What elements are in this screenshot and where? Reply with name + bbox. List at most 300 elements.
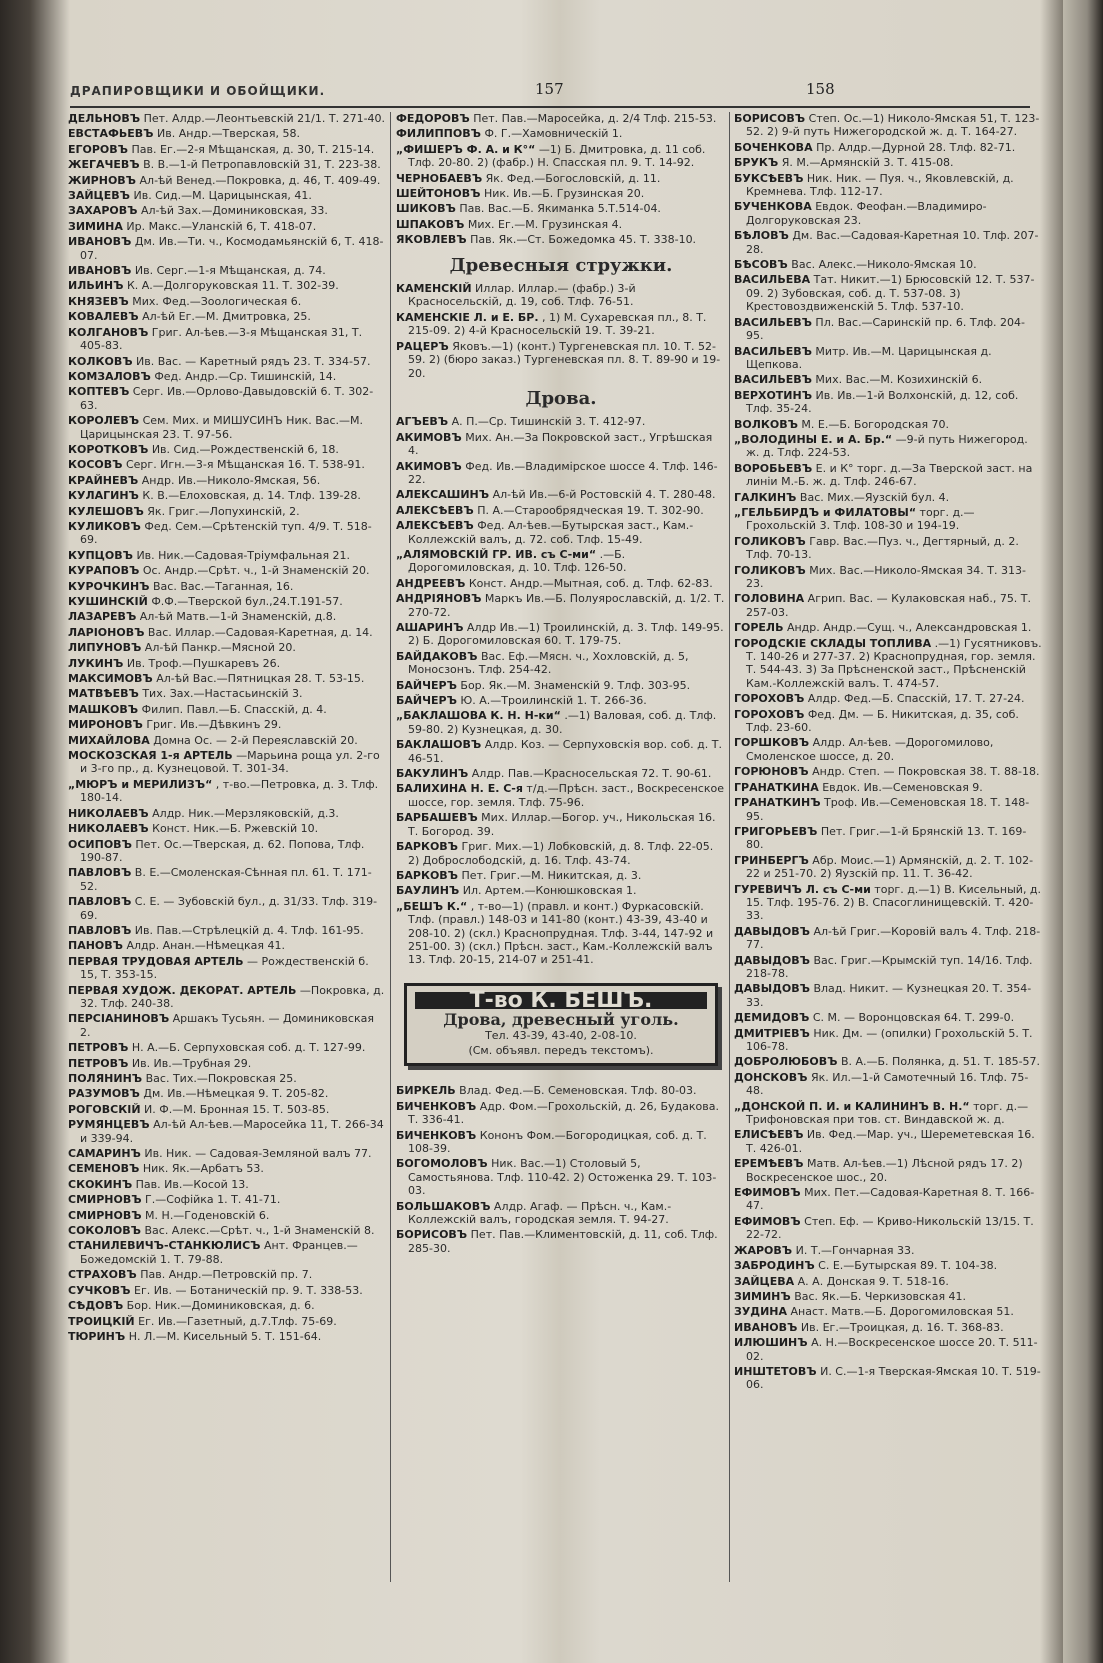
entry-details: Вас. Тих.—Покровская 25. (142, 1072, 297, 1085)
entry-name: ДМИТРІЕВЪ (734, 1026, 810, 1040)
entry-details: Мих. Иллар.—Богор. уч., Никольская 16. Т. Богород. 39. (408, 811, 716, 838)
directory-entry (68, 489, 386, 502)
ad-phones: Тел. 43-39, 43-40, 2-08-10. (485, 1028, 637, 1042)
directory-entry (396, 621, 726, 648)
entry-details: —1) Б. Дмитровка, д. 11 соб. Тлф. 20-80. 2) (фабр.) Н. Спасская пл. 9. Т. 14-92. (408, 142, 706, 170)
entry-name: ГОРЕЛЬ (734, 621, 784, 635)
entry-details: Андр. Степ. — Покровская 38. Т. 88-18. (808, 765, 1040, 779)
directory-entry (68, 939, 386, 952)
entry-name: ВАСИЛЬЕВЪ (734, 373, 812, 387)
directory-entry (68, 474, 386, 487)
entry-details: Алдр. Ал-ѣев. —Дорогомилово, Смоленское шоссе, д. 20. (746, 736, 994, 763)
entry-name: МАШКОВЪ (68, 702, 139, 716)
entry-name: ГОЛИКОВЪ (734, 534, 806, 548)
directory-entry (396, 143, 726, 170)
directory-entry (396, 431, 726, 458)
entry-details: Троф. Ив.—Семеновская 18. Т. 148-95. (746, 796, 1030, 823)
entry-details: Гавр. Вас.—Пуз. ч., Дегтярный, д. 2. Тлф. 70-13. (746, 534, 1019, 562)
entry-details: Тих. Зах.—Настасьинскій 3. (138, 687, 303, 701)
entry-name: ЖИРНОВЪ (68, 173, 137, 187)
entry-details: Мих. Вас.—Николо-Ямская 34. Т. 313-23. (746, 563, 1026, 590)
entry-name: ЗАЙЦЕВА (734, 1274, 795, 1288)
entry-name: ЗАЙЦЕВЪ (68, 189, 130, 203)
entry-details: т/д.—Прѣсн. заст., Воскресенское шоссе, гор. земля. Тлф. 75-96. (408, 782, 724, 809)
directory-entry (734, 796, 1042, 823)
entry-name: ВОРОБЬЕВЪ (734, 461, 813, 475)
entry-name: ЧЕРНОБАЕВЪ (396, 171, 483, 185)
entry-details: Евдок. Ив.—Семеновская 9. (818, 780, 983, 794)
entry-name: МОСКОЗСКАЯ 1-я АРТЕЛЬ (68, 749, 233, 763)
directory-entry (396, 1228, 726, 1255)
entry-details: Иллар. Иллар.— (фабр.) 3-й Красносельскій, д. 19, соб. Тлф. 76-51. (408, 282, 636, 309)
directory-entry (396, 577, 726, 590)
entry-details: .—1) Гусятниковъ. Т. 140-26 и 277-37. 2) Краснопрудная, гор. земля. Т. 544-43. 3) За Прѣсненской заст., Прѣсненскій Кам.-Коллежскій валъ. Т. 474-57. (746, 636, 1042, 690)
directory-entry (68, 174, 386, 187)
entry-name: ГОРОХОВЪ (734, 692, 805, 706)
entry-details: Аршакъ Тусьян. — Доминиковская 2. (80, 1012, 374, 1039)
directory-entry (68, 749, 386, 776)
entry-details: Вас. Як.—Б. Черкизовская 41. (790, 1289, 967, 1303)
directory-entry (396, 1084, 726, 1097)
entry-name: МАТВѢЕВЪ (68, 687, 139, 701)
entry-name: МАКСИМОВЪ (68, 672, 153, 686)
directory-entry (68, 924, 386, 937)
directory-entry (396, 709, 726, 736)
entry-name: КАМЕНСКІЙ (396, 282, 472, 296)
entry-name: КУПЦОВЪ (68, 548, 133, 562)
directory-entry (734, 854, 1042, 881)
entry-name: БАКЛАШОВЪ (396, 738, 482, 752)
directory-entry (68, 1041, 386, 1054)
entry-name: АНДРІЯНОВЪ (396, 592, 482, 606)
entry-details: Ник. Ив.—Б. Грузинская 20. (480, 187, 645, 201)
directory-entry (734, 1027, 1042, 1054)
directory-entry (68, 158, 386, 171)
entry-name: ИВАНОВЪ (734, 1320, 798, 1334)
directory-entry (734, 1244, 1042, 1257)
entry-details: , т-во.—Петровка, д. 3. Тлф. 180-14. (80, 777, 379, 805)
directory-entry (68, 955, 386, 982)
entry-name: ЛИПУНОВЪ (68, 641, 142, 655)
directory-entry (396, 340, 726, 380)
directory-entry (734, 1321, 1042, 1334)
entry-name: РОГОВСКІЙ (68, 1102, 141, 1116)
entry-details: Григ. Мих.—1) Лобковскій, д. 8. Тлф. 22-05. 2) Доброслободскій, д. 16. Тлф. 43-74. (408, 840, 714, 867)
directory-entry (396, 282, 726, 309)
directory-entry (68, 127, 386, 140)
entry-details: К. А.—Долгоруковская 11. Т. 302-39. (123, 279, 339, 293)
entry-details: Вас. Еф.—Мясн. ч., Хохловскій, д. 5, Моносзонъ. Тлф. 254-42. (408, 649, 689, 677)
entry-details: Ег. Ив. — Ботаническій пр. 9. Т. 338-53. (130, 1283, 363, 1297)
entry-details: И. Ф.—М. Бронная 15. Т. 503-85. (140, 1102, 330, 1116)
entry-name: ИЛЮШИНЪ (734, 1336, 808, 1350)
entry-details: Ив. Вас. — Каретный рядъ 23. Т. 334-57. (132, 354, 371, 368)
directory-entry (396, 460, 726, 487)
directory-entry (396, 1129, 726, 1156)
directory-entry (68, 1193, 386, 1206)
entry-details: —9-й путь Нижегород. ж. д. Тлф. 224-53. (746, 432, 1028, 460)
entry-name: КОЛГАНОВЪ (68, 325, 149, 339)
directory-entry (68, 984, 386, 1011)
entry-details: П. А.—Старообрядческая 19. Т. 302-90. (473, 503, 704, 517)
entry-details: Мих. Фед.—Зоологическая 6. (128, 294, 302, 308)
directory-entry (396, 202, 726, 215)
directory-entry (396, 811, 726, 838)
entry-name: БѢЛОВЪ (734, 229, 789, 243)
entry-details: Агрип. Вас. — Кулаковская наб., 75. Т. 257-03. (746, 592, 1032, 619)
directory-entry (68, 112, 386, 125)
directory-entry (734, 1128, 1042, 1155)
entry-details: Пет. Пав.—Климентовскій, д. 11, соб. Тлф. 285-30. (408, 1228, 718, 1255)
entry-details: Як. Григ.—Лопухинскій, 2. (143, 504, 300, 518)
directory-entry (396, 488, 726, 501)
directory-entry (734, 112, 1042, 139)
entry-details: Ив. Ник.—Садовая-Тріумфальная 21. (132, 548, 351, 562)
directory-entry (68, 1057, 386, 1070)
entry-name: ЛАЗАРЕВЪ (68, 610, 137, 624)
entry-details: С. Е.—Бутырская 89. Т. 104-38. (814, 1259, 998, 1273)
entry-name: ЖАРОВЪ (734, 1243, 793, 1257)
entry-details: Ник. Ник. — Пуя. ч., Яковлевскій, д. Кремнева. Тлф. 112-17. (746, 171, 1014, 199)
directory-entry (734, 506, 1042, 533)
entry-name: ИВАНОВЪ (68, 235, 132, 249)
entry-name: КУЛИКОВЪ (68, 519, 141, 533)
entry-details: С. Е. — Зубовскій бул., д. 31/33. Тлф. 319-69. (80, 895, 378, 922)
entry-name: КНЯЗЕВЪ (68, 294, 129, 308)
directory-entry (396, 519, 726, 546)
entry-details: Влад. Фед.—Б. Семеновская. Тлф. 80-03. (455, 1084, 697, 1098)
entry-name: БАУЛИНЪ (396, 884, 460, 898)
next-page-edge (1063, 0, 1103, 1663)
entry-name: БАЙДАКОВЪ (396, 649, 478, 663)
entry-details: Ал-ѣй Зах.—Доминиковская, 33. (137, 204, 328, 218)
entry-details: Пет. Алдр.—Леонтьевскій 21/1. Т. 271-40. (140, 112, 386, 125)
directory-entry (734, 491, 1042, 504)
entry-details: Абр. Моис.—1) Армянскій, д. 2. Т. 102-22 и 251-70. 2) Яузскій пр. 11. Т. 36-42. (746, 853, 1034, 881)
entry-name: ВЕРХОТИНЪ (734, 388, 813, 402)
entry-details: Митр. Ив.—М. Царицынская д. Щепкова. (746, 344, 992, 371)
entry-name: ГРИНБЕРГЪ (734, 853, 809, 867)
directory-entry (68, 220, 386, 233)
directory-entry (396, 694, 726, 707)
entry-details: Степ. Еф. — Криво-Никольскій 13/15. Т. 22-72. (746, 1214, 1034, 1242)
entry-name: ФЕДОРОВЪ (396, 112, 470, 125)
directory-entry (68, 1162, 386, 1175)
directory-entry (68, 1330, 386, 1343)
directory-entry (68, 264, 386, 277)
entry-details: Степ. Ос.—1) Николо-Ямская 51, Т. 123-52. 2) 9-й путь Нижегородской ж. д. Т. 164-27. (746, 112, 1040, 139)
entry-name: ШПАКОВЪ (396, 217, 465, 231)
entry-details: Ив. Ник. — Садовая-Земляной валъ 77. (140, 1147, 372, 1161)
directory-entry (68, 549, 386, 562)
directory-entry (734, 1365, 1042, 1392)
directory-entry (396, 650, 726, 677)
directory-entry (734, 273, 1042, 313)
entry-name: ВАСИЛЬЕВЪ (734, 315, 812, 329)
entry-name: БОРИСОВЪ (734, 112, 806, 125)
entry-details: Вас. Вас.—Таганная, 16. (149, 579, 294, 593)
entry-name: РАЗУМОВЪ (68, 1087, 140, 1101)
entry-details: И. С.—1-я Тверская-Ямская 10. Т. 519-06. (746, 1364, 1041, 1392)
entry-details: Алдр. Ник.—Мерзляковскій, д.3. (148, 806, 339, 820)
directory-entry (68, 204, 386, 217)
entry-details: Ег. Ив.—Газетный, д.7.Тлф. 75-69. (134, 1314, 337, 1328)
entry-name: КРАЙНЕВЪ (68, 473, 139, 487)
entry-name: БОРИСОВЪ (396, 1228, 468, 1242)
entry-details: Фед. Андр.—Ср. Тишинскій, 14. (150, 369, 337, 383)
entry-details: Кононъ Фом.—Богородицкая, соб. д. Т. 108-39. (408, 1128, 707, 1155)
entry-name: ИВАНОВЪ (68, 264, 132, 278)
entry-details: Ник. Як.—Арбатъ 53. (139, 1162, 264, 1176)
entry-details: Фед. Ив.—Владимірское шоссе 4. Тлф. 146-22. (408, 459, 718, 486)
entry-details: Я. М.—Армянскій 3. Т. 415-08. (778, 156, 954, 170)
entry-details: Пав. Андр.—Петровскій пр. 7. (136, 1268, 313, 1282)
directory-entry (734, 1259, 1042, 1272)
directory-entry (68, 505, 386, 518)
entry-name: ГОРОДСКІЕ СКЛАДЫ ТОПЛИВА (734, 636, 932, 650)
entry-name: АШАРИНЪ (396, 621, 464, 634)
directory-entry (68, 564, 386, 577)
entry-details: Пет. Григ.—М. Никитская, д. 3. (458, 868, 642, 882)
entry-details: Вас. Алекс.—Николо-Ямская 10. (787, 258, 977, 272)
directory-entry (734, 1336, 1042, 1363)
entry-details: Серг. Игн.—3-я Мѣщанская 16. Т. 538-91. (122, 458, 365, 472)
entry-name: ТЮРИНЪ (68, 1329, 126, 1343)
entry-details: Ал-ѣй Венед.—Покровка, д. 46, Т. 409-49. (136, 173, 381, 187)
entry-name: СОКОЛОВЪ (68, 1224, 141, 1238)
entry-details: Ив. Сид.—Рождественскій 6, 18. (148, 442, 339, 456)
entry-details: Ал-ѣй Панкр.—Мясной 20. (141, 641, 296, 655)
entry-details: Алдр. Фед.—Б. Спасскій, 17. Т. 27-24. (804, 692, 1025, 706)
entry-details: К. В.—Елоховская, д. 14. Тлф. 139-28. (138, 489, 361, 503)
directory-entry (396, 1157, 726, 1197)
entry-name: САМАРИНЪ (68, 1147, 141, 1161)
entries-drapers-cont (396, 112, 726, 247)
directory-entry (68, 1103, 386, 1116)
directory-entry (68, 838, 386, 865)
entry-details: Пет. Пав.—Маросейка, д. 2/4 Тлф. 215-53. (469, 112, 717, 125)
directory-entry (734, 345, 1042, 372)
directory-entry (68, 866, 386, 893)
directory-entry (734, 389, 1042, 416)
entry-name: БИЧЕНКОВЪ (396, 1128, 477, 1142)
entry-name: АКИМОВЪ (396, 459, 462, 473)
entry-details: .—Б. Дорогомиловская, д. 10. Тлф. 126-50. (408, 547, 627, 575)
entry-name: БАЛИХИНА Н. Е. С-я (396, 782, 523, 796)
entry-details: Конст. Ник.—Б. Ржевскій 10. (148, 822, 319, 836)
directory-entry (68, 718, 386, 731)
column-1 (68, 112, 386, 1345)
directory-entry (396, 548, 726, 575)
directory-entry (734, 1055, 1042, 1068)
entry-name: СУЧКОВЪ (68, 1283, 131, 1297)
section-heading-firewood: Дрова. (525, 387, 597, 409)
entry-name: ГУРЕВИЧЪ Л. съ С-ми (734, 882, 871, 896)
entry-name: „БЕШЪ К.“ (396, 899, 468, 913)
directory-entry (396, 884, 726, 897)
entry-name: ПАВЛОВЪ (68, 923, 132, 937)
entry-name: ПЕТРОВЪ (68, 1041, 129, 1055)
directory-entry (68, 1284, 386, 1297)
entry-name: КУРОЧКИНЪ (68, 579, 150, 593)
entry-name: БУЧЕНКОВА (734, 200, 812, 214)
entry-details: Ив. Троф.—Пушкаревъ 26. (123, 656, 281, 670)
directory-entry (68, 443, 386, 456)
entry-name: ЛУКИНЪ (68, 656, 124, 670)
entry-details: Пав. Ег.—2-я Мѣщанская, д. 30, Т. 215-14. (128, 142, 375, 156)
entry-name: ТРОИЦКІЙ (68, 1314, 135, 1328)
entry-name: КОЛКОВЪ (68, 354, 133, 368)
entry-name: ШИКОВЪ (396, 202, 456, 216)
entry-details: Ив. Ив.—1-й Волхонскій, д. 12, соб. Тлф. 35-24. (746, 388, 1019, 416)
entry-name: СѢДОВЪ (68, 1299, 124, 1313)
entry-details: Ал-ѣй Ал-ѣев.—Маросейка 11, Т. 266-34 и 339-94. (80, 1118, 384, 1145)
entry-name: КУЛАГИНЪ (68, 489, 139, 503)
entry-name: ДЕЛЬНОВЪ (68, 112, 141, 125)
directory-entry (734, 433, 1042, 460)
directory-entry (68, 1299, 386, 1312)
entry-name: БОГОМОЛОВЪ (396, 1157, 488, 1171)
directory-entry (734, 156, 1042, 169)
directory-entry (734, 564, 1042, 591)
entry-details: Ив. Пав.—Стрѣлецкій д. 4. Тлф. 161-95. (131, 923, 364, 937)
entry-details: Григ. Ал-ѣев.—3-я Мѣщанская 31, Т. 405-83. (80, 325, 363, 353)
directory-entry (68, 1209, 386, 1222)
entry-details: Алдр. Пав.—Красносельская 72. Т. 90-61. (468, 767, 712, 781)
entry-details: Пав. Як.—Ст. Божедомка 45. Т. 338-10. (466, 233, 697, 247)
entry-name: ЖЕГАЧЕВЪ (68, 158, 140, 172)
entry-details: Адр. Фом.—Грохольскій, д. 26, Будакова. Т. 336-41. (408, 1099, 720, 1127)
directory-entry (396, 679, 726, 692)
entry-details: Алдр. Анан.—Нѣмецкая 41. (123, 939, 285, 953)
entry-details: —Марьина роща ул. 2-го и 3-го пр., д. Кузнецовой. Т. 301-34. (80, 749, 380, 776)
entry-name: СТРАХОВЪ (68, 1268, 137, 1282)
entry-details: Вас. Григ.—Крымскій туп. 14/16. Тлф. 218-78. (746, 953, 1033, 980)
entry-name: ЯКОВЛЕВЪ (396, 233, 467, 247)
entry-name: БУКСѢЕВЪ (734, 171, 804, 185)
entry-name: МИРОНОВЪ (68, 718, 143, 732)
advertisement-besh (404, 983, 718, 1067)
entry-name: ЗАХАРОВЪ (68, 204, 138, 218)
directory-entry (734, 535, 1042, 562)
entry-details: , 1) М. Сухаревская пл., 8. Т. 215-09. 2) 4-й Красносельскій 19. Т. 39-21. (408, 310, 707, 338)
entry-details: Пл. Вас.—Саринскій пр. 6. Тлф. 204-95. (746, 315, 1025, 343)
entry-details: Алдр. Коз. — Серпуховскія вор. соб. д. Т. 46-51. (408, 738, 722, 765)
entry-details: С. М. — Воронцовская 64. Т. 299-0. (809, 1011, 1015, 1025)
directory-entry (68, 1118, 386, 1145)
entry-name: ГОЛИКОВЪ (734, 563, 806, 577)
entry-name: КОСОВЪ (68, 458, 123, 472)
directory-entry (734, 141, 1042, 154)
directory-entry (396, 172, 726, 185)
entry-details: Андр. Андр.—Сущ. ч., Александровская 1. (783, 621, 1032, 635)
ad-note: (См. объявл. передъ текстомъ). (468, 1043, 654, 1057)
entry-name: „ГЕЛЬБИРДЪ и ФИЛАТОВЫ“ (734, 505, 917, 519)
directory-entry (68, 326, 386, 353)
directory-entry (68, 1147, 386, 1160)
directory-entry (68, 778, 386, 805)
directory-entry (396, 233, 726, 246)
entry-name: АНДРЕЕВЪ (396, 576, 466, 590)
directory-entry (734, 825, 1042, 852)
entry-name: ПАВЛОВЪ (68, 895, 132, 909)
entry-name: ЗИМИНА (68, 219, 123, 233)
entry-details: Як. Фед.—Богословскій, д. 11. (482, 171, 661, 185)
directory-entry (734, 1100, 1042, 1127)
entry-name: БРУКЪ (734, 156, 779, 170)
entry-details: Алдр Ив.—1) Троилинскій, д. 3. Тлф. 149-95. 2) Б. Дорогомиловская 60. Т. 179-75. (408, 621, 724, 648)
entry-name: ВОЛКОВЪ (734, 417, 798, 431)
entry-details: Андр. Ив.—Николо-Ямская, 56. (138, 473, 321, 487)
entry-name: ДАВЫДОВЪ (734, 953, 810, 967)
directory-entry (68, 703, 386, 716)
directory-entry (68, 580, 386, 593)
entry-name: ГОЛОВИНА (734, 592, 805, 606)
entry-details: Фед. Дм. — Б. Никитская, д. 35, соб. Тлф. 23-60. (746, 707, 1019, 735)
directory-entry (396, 782, 726, 809)
directory-entry (68, 458, 386, 471)
entry-name: СКОКИНЪ (68, 1177, 133, 1191)
column-divider-2 (729, 112, 730, 1582)
entry-name: БАЙЧЕРЪ (396, 678, 457, 692)
entry-name: „ФИШЕРЪ Ф. А. и К°“ (396, 142, 536, 156)
directory-entry (68, 641, 386, 654)
directory-entry (396, 840, 726, 867)
entry-name: ПАНОВЪ (68, 939, 123, 953)
directory-entry (734, 373, 1042, 386)
running-head: ДРАПИРОВЩИКИ И ОБОЙЩИКИ. (70, 84, 326, 98)
directory-entry (734, 229, 1042, 256)
entry-details: торг. д.—1) В. Кисельный, д. 15. Тлф. 195-76. 2) В. Спасоглинищевскій. Т. 420-33. (746, 882, 1042, 923)
entry-name: „ДОНСКОЙ П. И. и КАЛИНИНЪ В. Н.“ (734, 1099, 970, 1113)
entry-name: СМИРНОВЪ (68, 1193, 142, 1207)
entry-name: ПЕТРОВЪ (68, 1056, 129, 1070)
entry-details: М. Н.—Годеновскій 6. (141, 1208, 270, 1222)
column-3 (734, 112, 1042, 1394)
directory-entry (68, 822, 386, 835)
entry-details: Григ. Ив.—Дѣвкинъ 29. (142, 718, 282, 732)
directory-entry (734, 954, 1042, 981)
entry-details: Ив. Фед.—Мар. уч., Шереметевская 16. Т. 426-01. (746, 1128, 1035, 1155)
directory-entry (68, 414, 386, 441)
entry-details: Мих. Ег.—М. Грузинская 4. (464, 217, 623, 231)
entry-name: БѢСОВЪ (734, 258, 788, 272)
directory-entry (68, 807, 386, 820)
section-heading-shavings: Древесныя стружки. (449, 254, 673, 276)
entry-name: КУШИНСКІЙ (68, 595, 148, 608)
entry-details: Серг. Ив.—Орлово-Давыдовскій 6. Т. 302-63. (80, 385, 374, 412)
directory-entry (68, 310, 386, 323)
directory-entry (68, 279, 386, 292)
entry-name: ПЕРВАЯ ТРУДОВАЯ АРТЕЛЬ (68, 954, 244, 968)
entry-name: ЗУДИНА (734, 1305, 788, 1319)
directory-entry (734, 1290, 1042, 1303)
entry-name: ЕРЕМѢЕВЪ (734, 1157, 804, 1171)
entry-details: Ир. Макс.—Уланскій 6, Т. 418-07. (122, 219, 317, 233)
entry-details: Е. и К° торг. д.—За Тверской заст. на линіи М.-Б. ж. д. Тлф. 246-67. (746, 461, 1033, 489)
entry-name: ДЕМИДОВЪ (734, 1011, 810, 1025)
directory-entry (396, 1100, 726, 1127)
directory-entry (68, 626, 386, 639)
entry-name: КОМЗАЛОВЪ (68, 369, 151, 383)
entry-details: Вас. Мих.—Яузскій бул. 4. (796, 490, 950, 504)
entry-name: ОСИПОВЪ (68, 837, 132, 851)
entry-name: ПАВЛОВЪ (68, 866, 132, 880)
entry-details: Вас. Иллар.—Садовая-Каретная, д. 14. (144, 625, 373, 639)
entry-details: Ив. Сид.—М. Царицынская, 41. (129, 189, 312, 203)
entry-name: ИНШТЕТОВЪ (734, 1364, 817, 1378)
directory-entry (734, 708, 1042, 735)
